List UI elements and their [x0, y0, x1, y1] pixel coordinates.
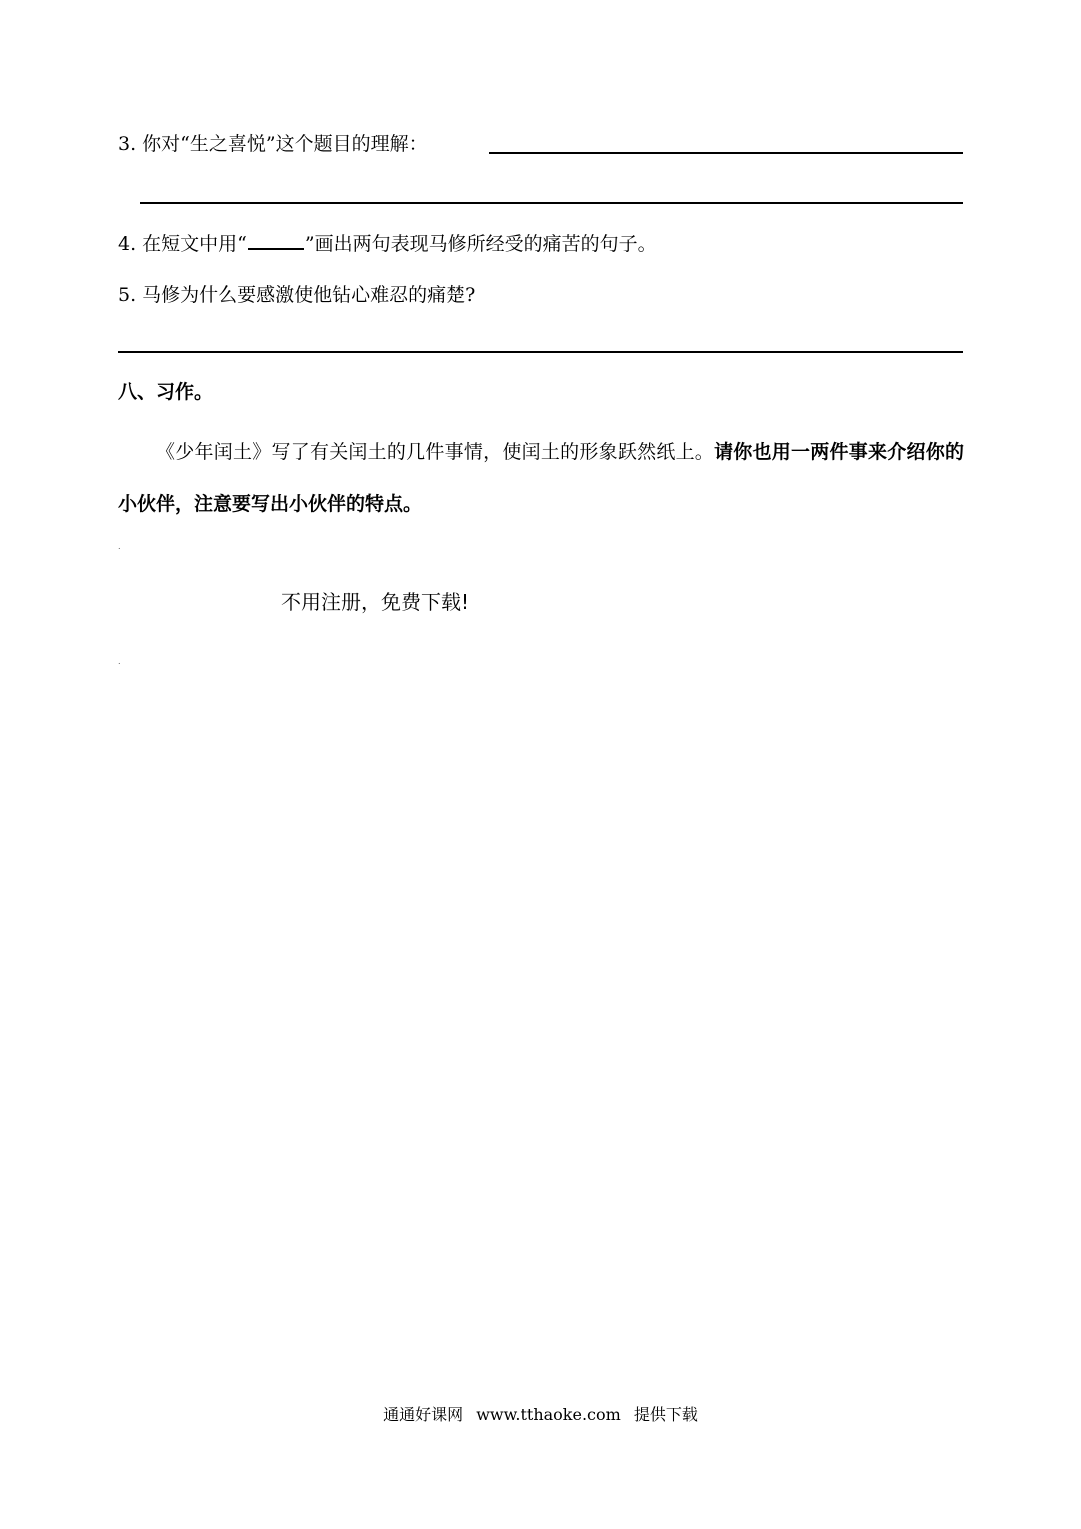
prompt-plain-text: 《少年闰土》写了有关闰土的几件事情，使闰土的形象跃然纸上。 — [156, 441, 715, 463]
marker-dot-2: . — [118, 657, 121, 666]
prompt-bold-text: 请你也用一两件事来介绍你的小伙伴，注意要写出小伙伴的特点。 — [118, 441, 964, 515]
question-4-text-before: 4. 在短文中用“ — [118, 233, 247, 255]
question-3-answer-line-2 — [140, 202, 963, 204]
underline-sample — [248, 230, 304, 250]
question-4 — [118, 230, 657, 256]
question-3-text: 3. 你对“生之喜悦”这个题目的理解： — [118, 133, 428, 155]
marker-dot-1: . — [118, 542, 121, 551]
section-8-heading: 八、习作。 — [118, 381, 214, 403]
footer-suffix: 提供下载 — [633, 1405, 698, 1424]
footer-url[interactable]: www.tthaoke.com — [476, 1405, 621, 1424]
footer-site-name: 通通好课网 — [383, 1405, 464, 1424]
promo-text: 不用注册，免费下载! — [281, 590, 470, 614]
question-5 — [118, 283, 475, 307]
question-4-text-after: ”画出两句表现马修所经受的痛苦的句子。 — [304, 233, 657, 255]
section-8-prompt — [118, 426, 964, 530]
question-3-answer-line-1 — [489, 152, 963, 154]
page-footer — [0, 1404, 1081, 1426]
question-5-answer-line — [118, 351, 963, 353]
question-5-text: 5. 马修为什么要感激使他钻心难忍的痛楚? — [118, 284, 476, 306]
question-3 — [118, 132, 428, 156]
